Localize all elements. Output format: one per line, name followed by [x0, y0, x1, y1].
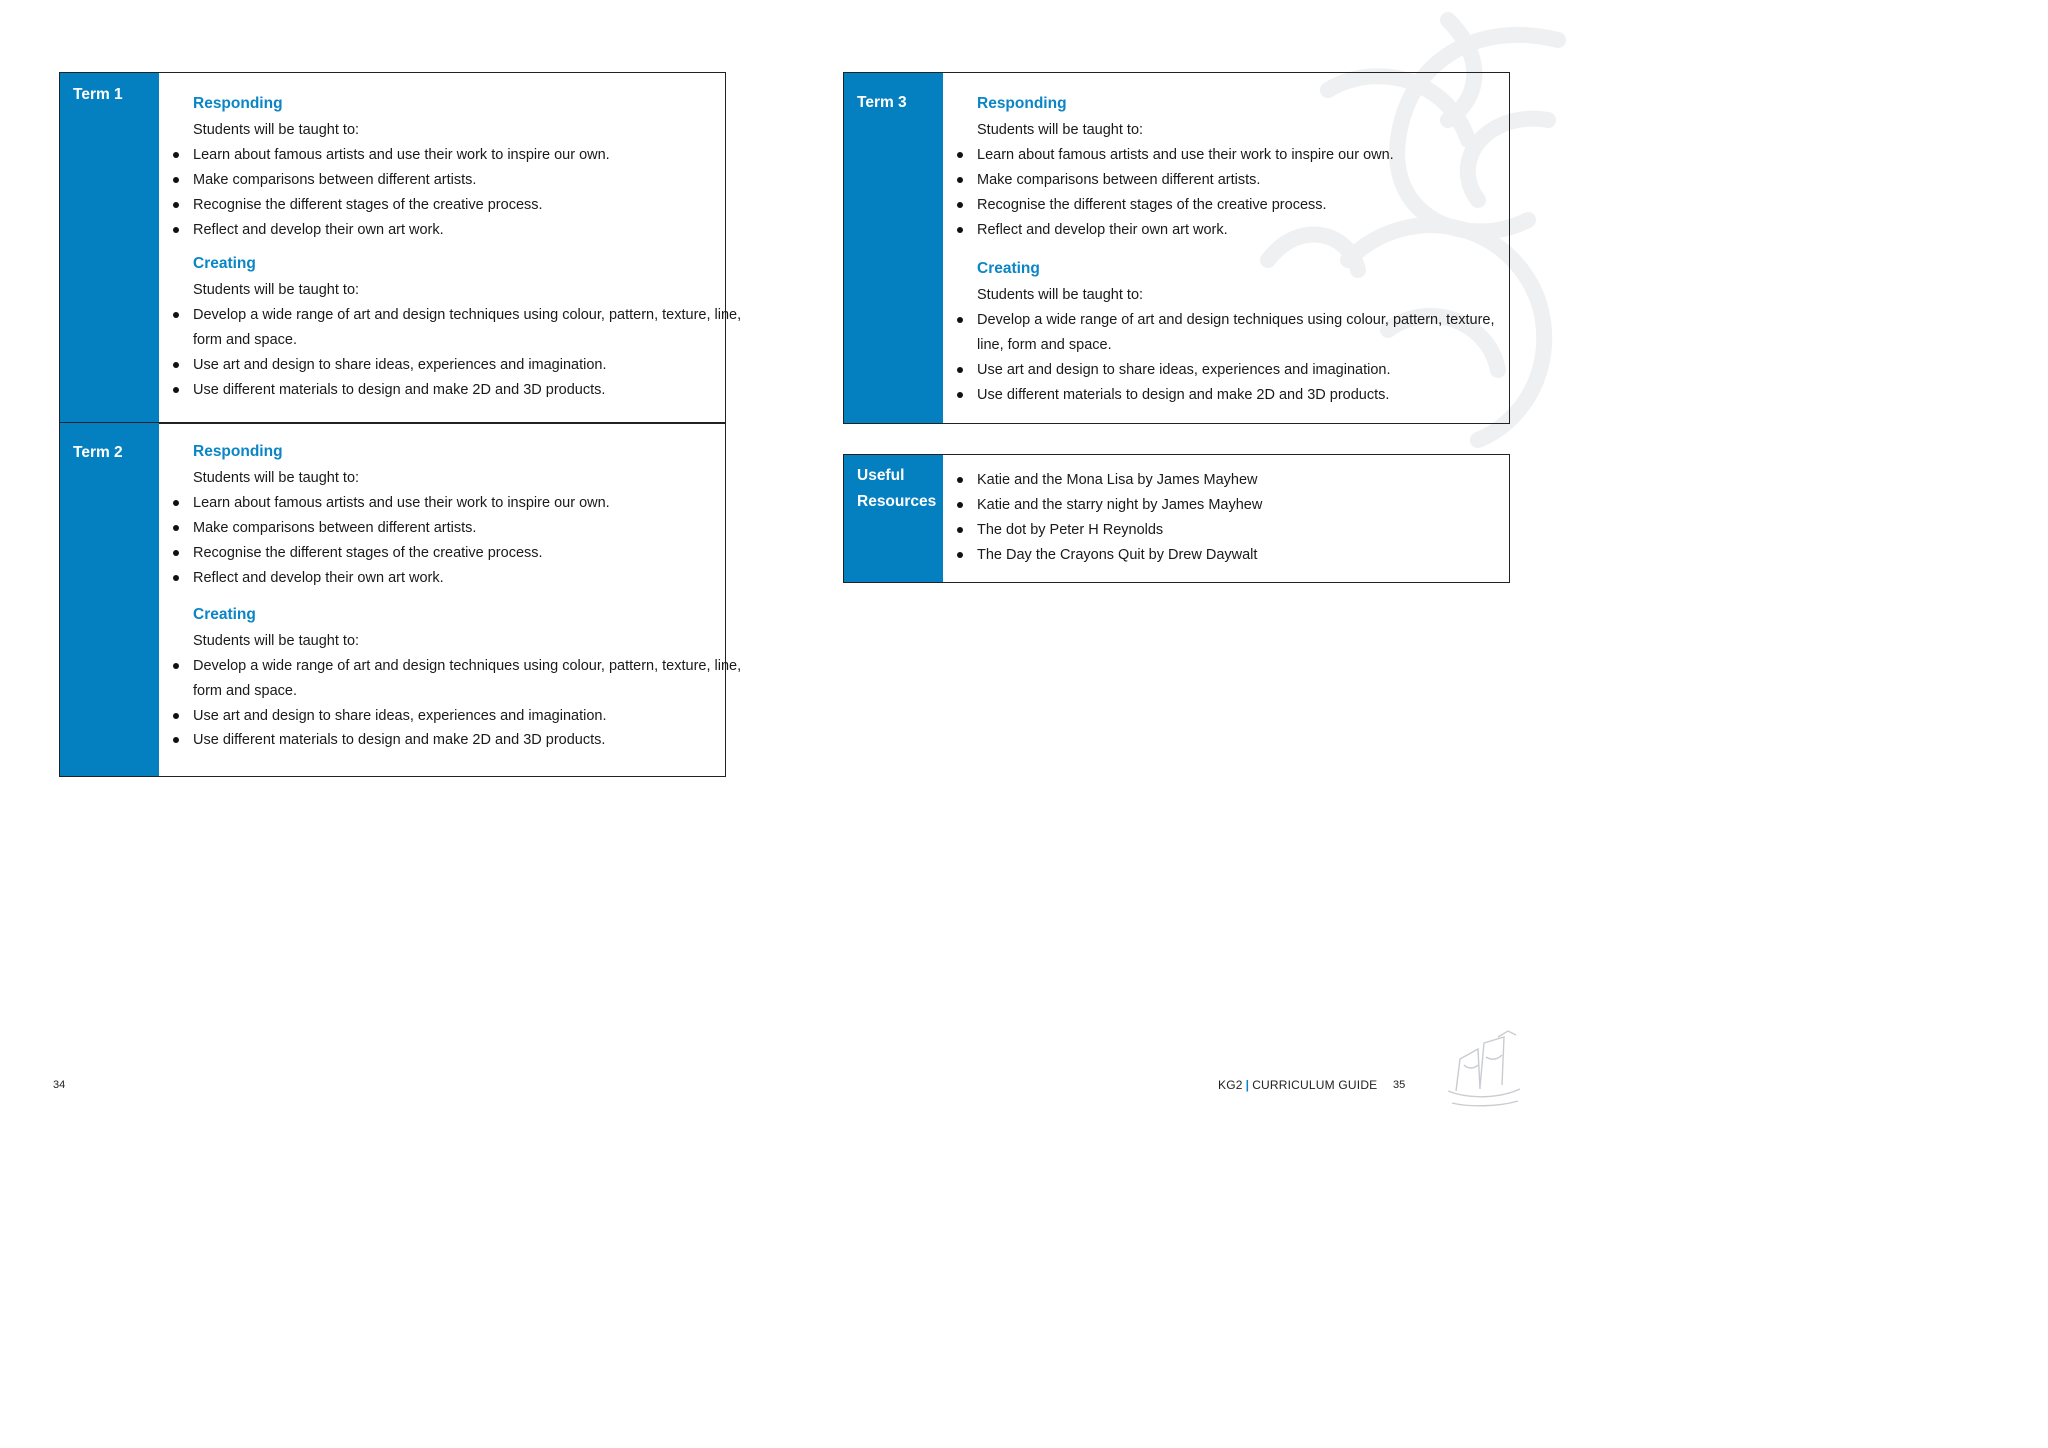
list-item: Reflect and develop their own art work. [977, 220, 1228, 240]
bullet-icon [173, 177, 179, 183]
bullet-icon [957, 477, 963, 483]
responding-heading: Responding [977, 95, 1067, 112]
list-item: Recognise the different stages of the creative process. [193, 543, 543, 563]
bullet-icon [957, 502, 963, 508]
list-item: Use different materials to design and make 2D and 3D products. [193, 730, 605, 750]
list-item: Learn about famous artists and use their work to inspire our own. [193, 145, 610, 165]
bullet-icon [173, 737, 179, 743]
bullet-icon [957, 177, 963, 183]
list-item-continued: form and space. [193, 332, 297, 348]
bullet-icon [957, 152, 963, 158]
footer-separator: | [1245, 1078, 1250, 1092]
bullet-icon [173, 663, 179, 669]
bullet-icon [173, 550, 179, 556]
creating-intro: Students will be taught to: [193, 282, 360, 298]
list-item: Learn about famous artists and use their work to inspire our own. [193, 493, 610, 513]
term-3-panel [843, 72, 1510, 424]
resource-item: Katie and the starry night by James Mayhew [977, 495, 1262, 515]
creating-heading: Creating [193, 606, 256, 623]
term-2-panel [59, 422, 742, 777]
creating-intro: Students will be taught to: [193, 633, 360, 649]
list-item: Develop a wide range of art and design techniques using colour, pattern, texture, line, [193, 305, 741, 325]
creating-heading: Creating [977, 260, 1040, 277]
right-page-number: 35 [1393, 1079, 1406, 1091]
resources-label-line2: Resources [857, 493, 937, 510]
list-item: Use different materials to design and make 2D and 3D products. [977, 385, 1389, 405]
term-label: Term 1 [73, 86, 123, 103]
list-item: Reflect and develop their own art work. [193, 220, 444, 240]
list-item: Reflect and develop their own art work. [193, 568, 444, 588]
resources-label-line1: Useful [857, 467, 905, 484]
term-label: Term 2 [73, 444, 123, 461]
responding-intro: Students will be taught to: [977, 122, 1144, 138]
bullet-icon [957, 552, 963, 558]
list-item: Use different materials to design and make 2D and 3D products. [193, 380, 605, 400]
list-item: Make comparisons between different artists. [193, 170, 476, 190]
creating-heading: Creating [193, 255, 256, 272]
bullet-icon [173, 575, 179, 581]
list-item: Make comparisons between different artists. [193, 518, 476, 538]
list-item: Use art and design to share ideas, experiences and imagination. [193, 706, 607, 726]
bullet-icon [173, 500, 179, 506]
term-2-sidebar [60, 423, 159, 776]
list-item-continued: line, form and space. [977, 337, 1112, 353]
bullet-icon [173, 227, 179, 233]
bullet-icon [173, 362, 179, 368]
bullet-icon [957, 392, 963, 398]
bullet-icon [173, 152, 179, 158]
bullet-icon [173, 525, 179, 531]
responding-intro: Students will be taught to: [193, 470, 360, 486]
list-item: Use art and design to share ideas, experiences and imagination. [193, 355, 607, 375]
list-item: Develop a wide range of art and design techniques using colour, pattern, texture, [977, 310, 1495, 330]
footer-grade: KG2 [1218, 1078, 1243, 1092]
list-item: Recognise the different stages of the creative process. [977, 195, 1327, 215]
bullet-icon [173, 713, 179, 719]
bullet-icon [957, 527, 963, 533]
ship-logo-icon [1438, 1029, 1528, 1109]
creating-intro: Students will be taught to: [977, 287, 1144, 303]
bullet-icon [957, 317, 963, 323]
bullet-icon [173, 312, 179, 318]
bullet-icon [173, 202, 179, 208]
list-item: Learn about famous artists and use their work to inspire our own. [977, 145, 1394, 165]
responding-heading: Responding [193, 443, 283, 460]
bullet-icon [957, 202, 963, 208]
responding-heading: Responding [193, 95, 283, 112]
list-item: Make comparisons between different artists. [977, 170, 1260, 190]
resources-panel [843, 454, 1510, 583]
resource-item: The Day the Crayons Quit by Drew Daywalt [977, 545, 1257, 565]
footer-guide-title: CURRICULUM GUIDE [1252, 1078, 1378, 1092]
term-3-sidebar [844, 73, 943, 423]
term-label: Term 3 [857, 94, 907, 111]
resource-item: Katie and the Mona Lisa by James Mayhew [977, 470, 1257, 490]
left-page-number: 34 [53, 1079, 66, 1091]
list-item: Recognise the different stages of the creative process. [193, 195, 543, 215]
bullet-icon [957, 367, 963, 373]
list-item-continued: form and space. [193, 683, 297, 699]
term-1-sidebar [60, 73, 159, 423]
footer-title [1218, 1078, 1377, 1092]
bullet-icon [173, 387, 179, 393]
term-1-panel [59, 72, 742, 424]
list-item: Develop a wide range of art and design techniques using colour, pattern, texture, line, [193, 656, 741, 676]
bullet-icon [957, 227, 963, 233]
responding-intro: Students will be taught to: [193, 122, 360, 138]
resource-item: The dot by Peter H Reynolds [977, 520, 1163, 540]
resources-sidebar [844, 455, 943, 582]
list-item: Use art and design to share ideas, experiences and imagination. [977, 360, 1391, 380]
